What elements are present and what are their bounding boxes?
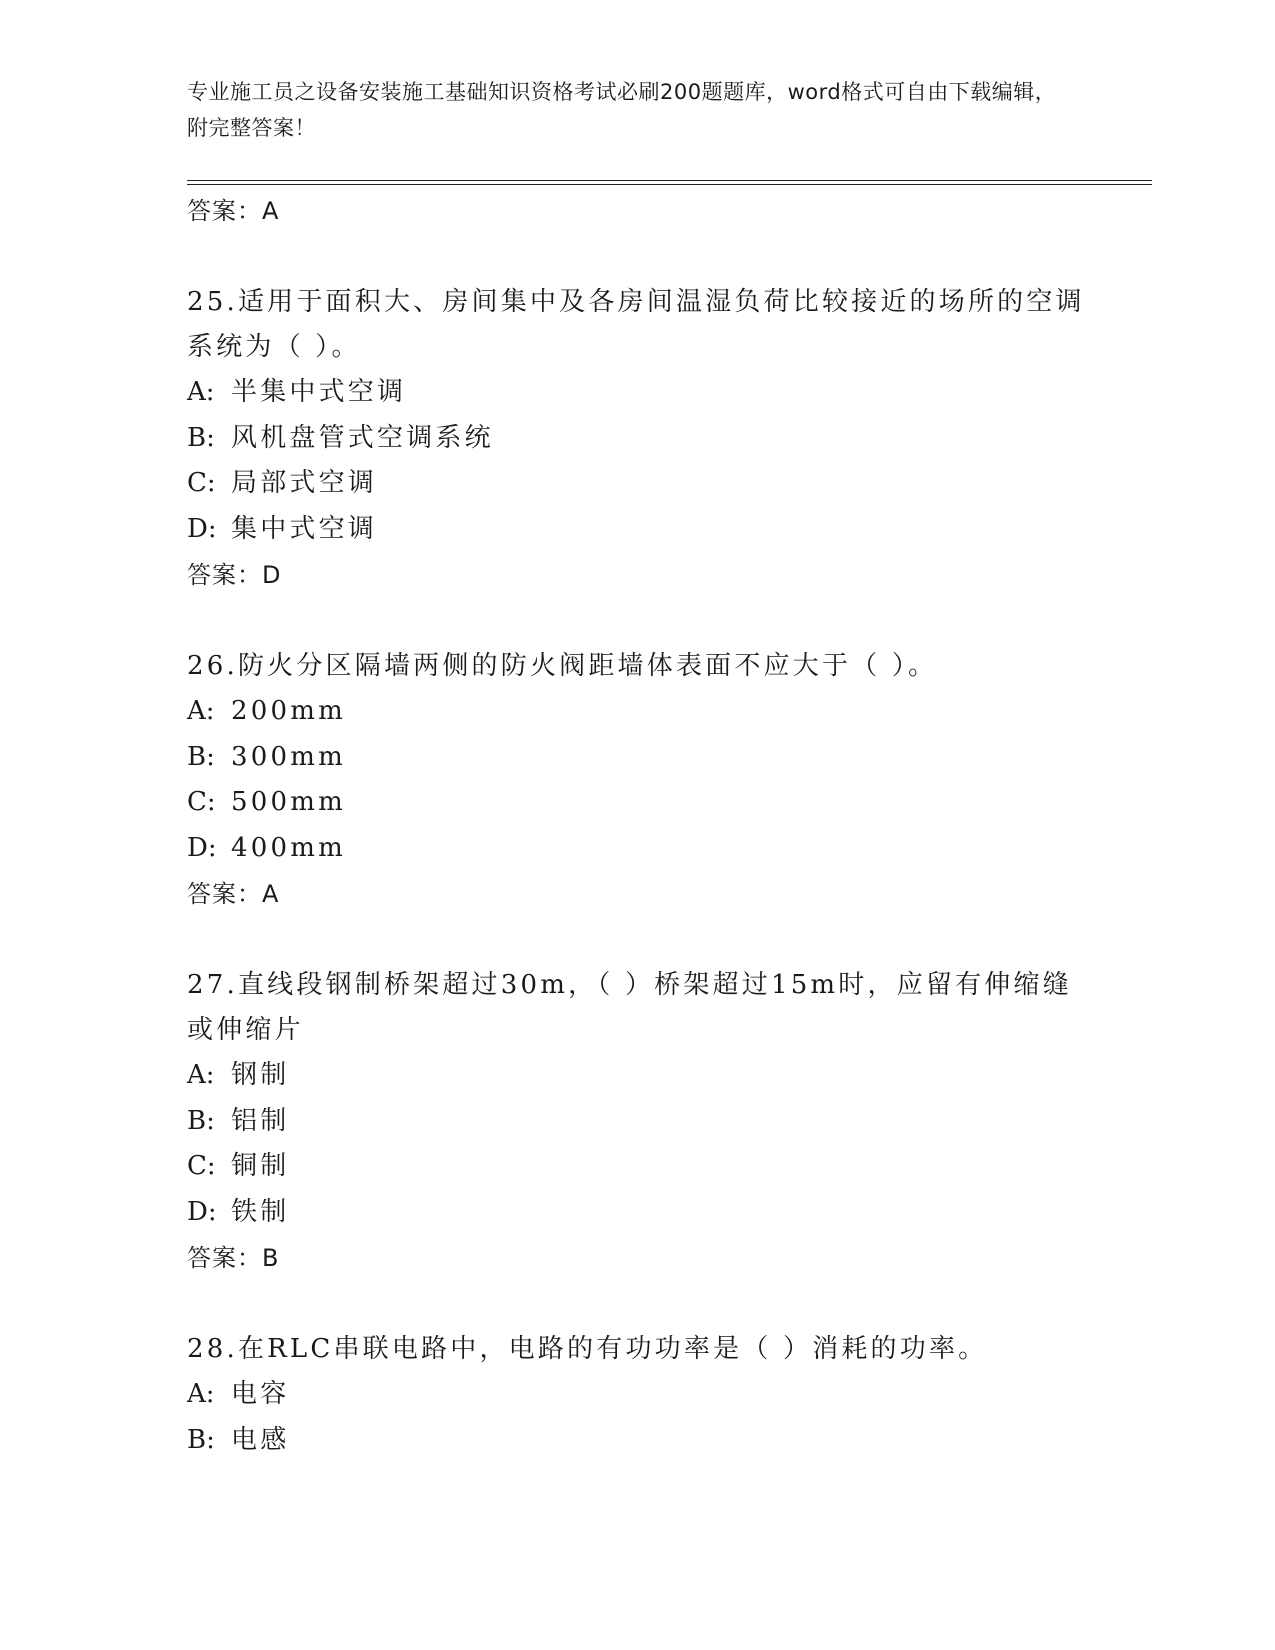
answer-label: 答案：	[187, 1244, 262, 1272]
answer-label: 答案：	[187, 197, 262, 225]
question-stem: 25.适用于面积大、房间集中及各房间温湿负荷比较接近的场所的空调系统为（ ）。	[187, 287, 1085, 362]
question-stem: 28.在RLC串联电路中，电路的有功功率是（ ）消耗的功率。	[187, 1334, 988, 1364]
option-text: 局部式空调	[231, 468, 378, 498]
spacer	[187, 1281, 1087, 1327]
option-item	[187, 1190, 1087, 1236]
option-text: 半集中式空调	[231, 377, 407, 407]
question-stem: 26.防火分区隔墙两侧的防火阀距墙体表面不应大于（ ）。	[187, 651, 938, 681]
question-block	[187, 963, 1087, 1327]
option-text: 300mm	[231, 741, 346, 772]
option-key: C:	[187, 468, 216, 498]
option-text: 500mm	[231, 787, 346, 817]
option-key: B:	[187, 741, 215, 772]
option-item	[187, 1053, 1087, 1099]
option-text: 电感	[231, 1424, 290, 1455]
answer-value: D	[262, 561, 281, 589]
answer-value: A	[262, 880, 279, 908]
option-item	[187, 826, 1087, 872]
spacer	[187, 917, 1087, 963]
option-text: 200mm	[231, 696, 346, 726]
option-key: D:	[187, 832, 217, 863]
question-list	[187, 188, 1087, 1463]
answer-line	[187, 871, 1087, 917]
answer-line	[187, 1235, 1087, 1281]
question-block	[187, 1327, 1087, 1463]
option-key: B:	[187, 1105, 215, 1136]
answer-label: 答案：	[187, 561, 262, 589]
answer-value: B	[262, 1244, 279, 1272]
header-rule-bottom	[187, 184, 1152, 185]
option-key: A:	[187, 1379, 215, 1409]
answer-line	[187, 188, 1087, 234]
answer-line	[187, 552, 1087, 598]
option-key: A:	[187, 696, 215, 726]
option-key: C:	[187, 1151, 216, 1181]
option-key: B:	[187, 422, 215, 453]
question-stem: 27.直线段钢制桥架超过30m，（ ）桥架超过15m时，应留有伸缩缝或伸缩片	[187, 970, 1072, 1045]
option-item	[187, 780, 1087, 826]
answer-label: 答案：	[187, 880, 262, 908]
option-key: A:	[187, 1060, 215, 1090]
option-key: C:	[187, 787, 216, 817]
option-text: 铁制	[231, 1196, 290, 1227]
option-item	[187, 1372, 1087, 1418]
option-item	[187, 507, 1087, 553]
option-item	[187, 1144, 1087, 1190]
option-text: 钢制	[231, 1060, 290, 1090]
option-item	[187, 1099, 1087, 1145]
spacer	[187, 234, 1087, 280]
questions-container	[187, 280, 1087, 1463]
question-block	[187, 280, 1087, 644]
option-key: D:	[187, 513, 217, 544]
option-key: B:	[187, 1424, 215, 1455]
option-text: 集中式空调	[231, 513, 378, 544]
option-item	[187, 1418, 1087, 1464]
document-header: 专业施工员之设备安装施工基础知识资格考试必刷200题题库，word格式可自由下载编辑，附完整答案！	[187, 80, 1057, 140]
option-text: 铜制	[231, 1151, 290, 1181]
option-text: 电容	[231, 1379, 290, 1409]
option-item	[187, 416, 1087, 462]
option-item	[187, 461, 1087, 507]
header-rule-top	[187, 180, 1152, 181]
option-text: 风机盘管式空调系统	[231, 422, 494, 453]
answer-value: A	[262, 197, 279, 225]
option-item	[187, 735, 1087, 781]
option-key: A:	[187, 377, 215, 407]
option-key: D:	[187, 1196, 217, 1227]
spacer	[187, 598, 1087, 644]
question-block	[187, 644, 1087, 963]
option-text: 铝制	[231, 1105, 290, 1136]
option-text: 400mm	[231, 832, 346, 863]
option-item	[187, 370, 1087, 416]
option-item	[187, 689, 1087, 735]
